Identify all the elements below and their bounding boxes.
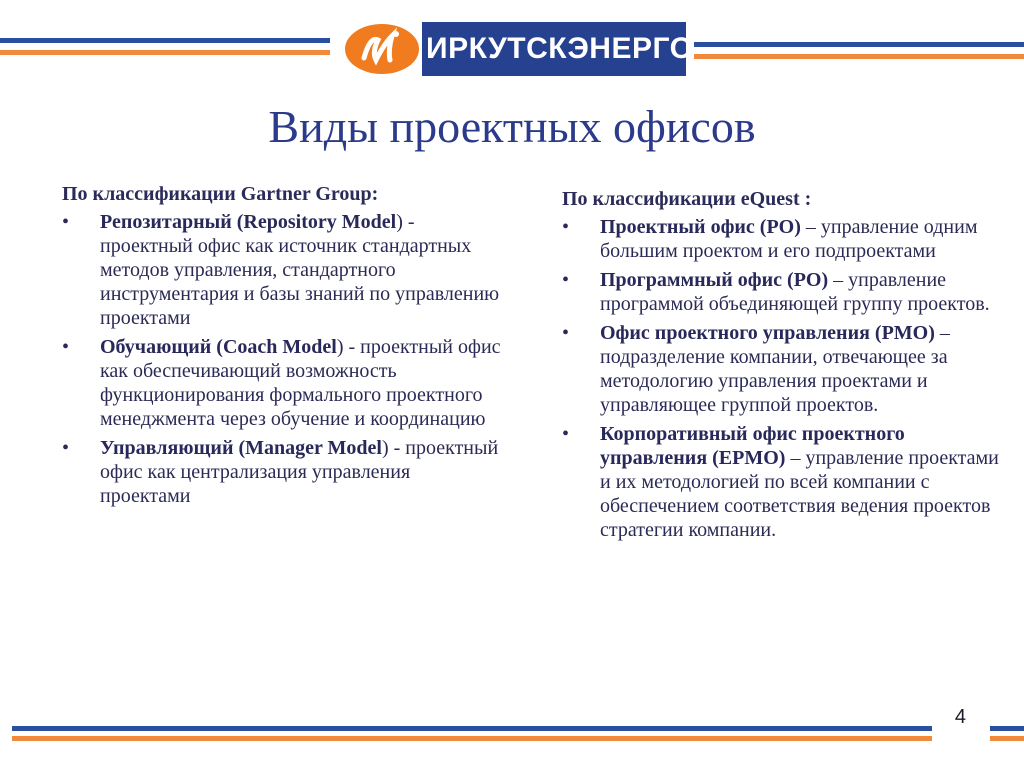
list-item	[562, 422, 1002, 542]
top-stripe-blue-left	[0, 38, 330, 43]
top-stripe-blue-right	[694, 42, 1024, 47]
top-stripe-orange-left	[0, 50, 330, 55]
bullet: •	[562, 322, 570, 344]
bottom-stripe-blue	[12, 726, 932, 731]
logo-emblem-icon	[342, 22, 422, 76]
list-item	[62, 436, 502, 508]
item-desc: ) - проектный офис как источник стандартных методов управления, стандартного инструментария и базы знаний по управлению проектами	[100, 211, 500, 329]
bottom-stripe-orange	[12, 736, 932, 741]
item-term: Репозитарный (Repository Model	[100, 211, 397, 233]
bullet: •	[562, 216, 570, 238]
bottom-stripe-orange-right	[990, 736, 1024, 741]
item-term: Офис проектного управления (PMO)	[600, 322, 935, 344]
item-term: Корпоративный офис проектного управления (EPMO)	[600, 423, 905, 469]
list-item	[562, 321, 1002, 417]
list-item	[62, 210, 502, 330]
item-desc: – подразделение компании, отвечающее за методологию управления проектами и управляющее группой проектов.	[600, 322, 950, 416]
bullet: •	[562, 423, 570, 445]
item-term: Обучающий (Coach Model	[100, 336, 337, 358]
bullet: •	[62, 336, 70, 358]
list-item	[62, 335, 502, 431]
left-column	[62, 182, 502, 513]
item-desc: – управление одним большим проектом и его подпроектами	[600, 216, 978, 262]
company-logo	[342, 22, 694, 76]
right-heading: По классификации eQuest :	[562, 188, 812, 210]
top-stripe-orange-right	[694, 54, 1024, 59]
left-list	[62, 210, 502, 508]
list-item	[562, 215, 1002, 263]
item-desc: – управление проектами и их методологией по всей компании с обеспечением соответствия ведения проектов стратегии компании.	[600, 447, 999, 541]
bullet: •	[62, 437, 70, 459]
list-item	[562, 268, 1002, 316]
item-term: Программный офис (PO)	[600, 269, 829, 291]
right-column	[562, 187, 1002, 547]
item-term: Проектный офис (PO)	[600, 216, 801, 238]
left-heading: По классификации Gartner Group:	[62, 183, 379, 205]
right-list	[562, 215, 1002, 542]
item-desc: ) - проектный офис как централизация управления проектами	[100, 437, 499, 507]
bullet: •	[562, 269, 570, 291]
page-number: 4	[954, 706, 966, 728]
bottom-stripe-blue-right	[990, 726, 1024, 731]
slide-title: Виды проектных офисов	[268, 101, 756, 152]
item-desc: – управление программой объединяющей группу проектов.	[600, 269, 990, 315]
bullet: •	[62, 211, 70, 233]
logo-text: ИРКУТСКЭНЕРГО	[426, 32, 694, 65]
item-desc: ) - проектный офис как обеспечивающий возможность функционирования формального проектного менеджмента через обучение и координацию	[100, 336, 501, 430]
item-term: Управляющий (Manager Model	[100, 437, 382, 459]
